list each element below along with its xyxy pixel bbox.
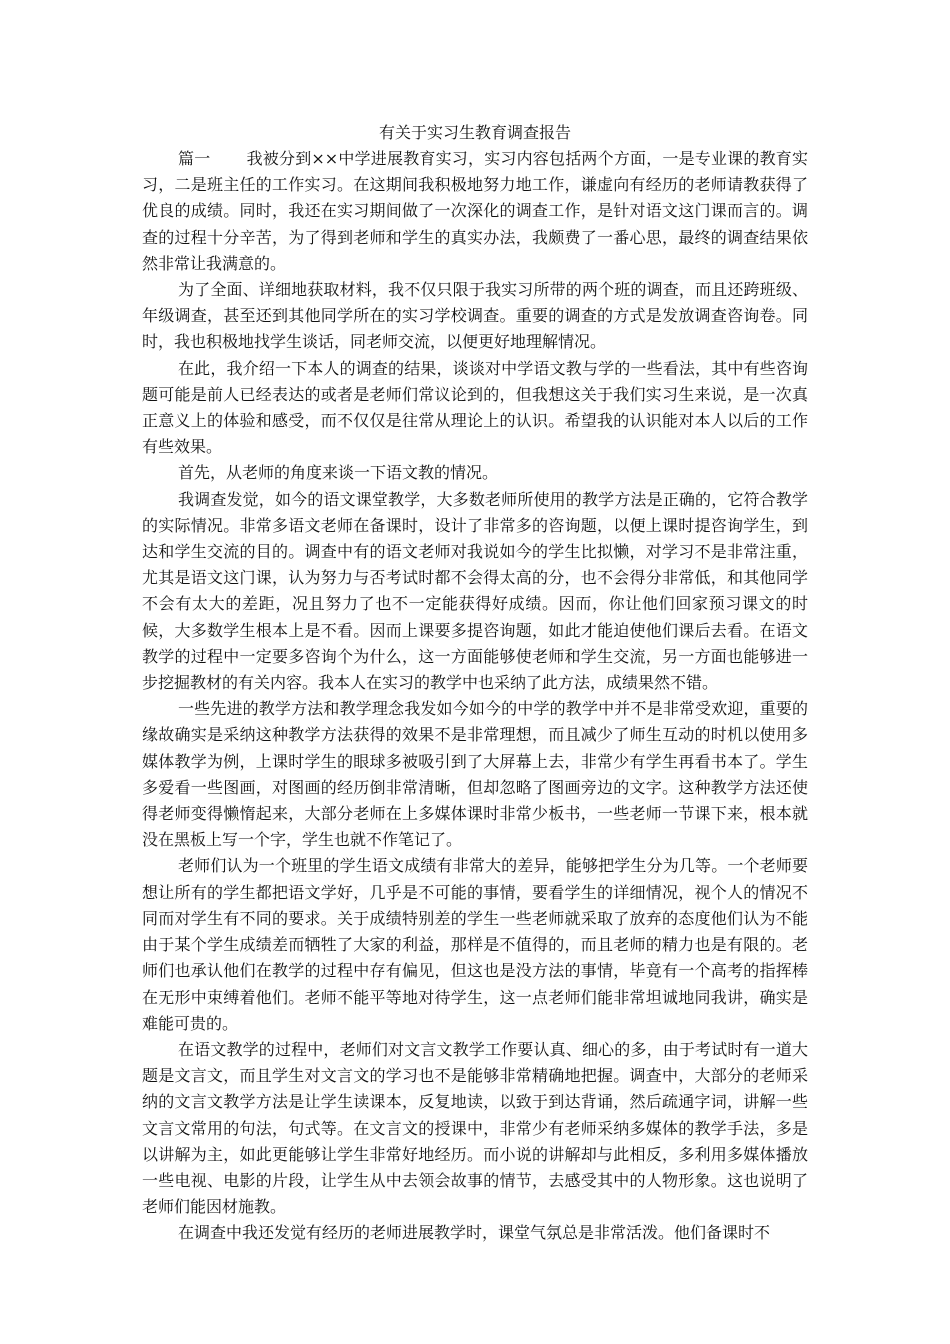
paragraph-1-text: 我被分到××中学进展教育实习，实习内容包括两个方面，一是专业课的教育实习，二是班主任的工作实习。在这期间我积极地努力地工作，谦虚向有经历的老师请教获得了优良的成绩。同时，我还在实习期间做了一次深化的调查工作，是针对语文这门课而言的。调查的过程十分辛苦，为了得到老师和学生的真实办法，我颇费了一番心思，最终的调查结果依然非常让我满意的。 bbox=[142, 149, 808, 273]
paragraph-2: 为了全面、详细地获取材料，我不仅只限于我实习所带的两个班的调查，而且还跨班级、年级调查，甚至还到其他同学所在的实习学校调查。重要的调查的方式是发放调查咨询卷。同时，我也积极地找学生谈话，同老师交流，以便更好地理解情况。 bbox=[142, 280, 808, 352]
document-title: 有关于实习生教育调查报告 bbox=[378, 123, 571, 142]
paragraph-7: 老师们认为一个班里的学生语文成绩有非常大的差异，能够把学生分为几等。一个老师要想让所有的学生都把语文学好，几乎是不可能的事情，要看学生的详细情况，视个人的情况不同而对学生有不同的要求。关于成绩特别差的学生一些老师就采取了放弃的态度他们认为不能由于某个学生成绩差而牺牲了大家的利益，那样是不值得的，而且老师的精力也是有限的。老师们也承认他们在教学的过程中存有偏见，但这也是没方法的事情，毕竟有一个高考的指挥棒在无形中束缚着他们。老师不能平等地对待学生，这一点老师们能非常坦诚地同我讲，确实是难能可贵的。 bbox=[142, 856, 808, 1033]
paragraph-3: 在此，我介绍一下本人的调查的结果，谈谈对中学语文教与学的一些看法，其中有些咨询题可能是前人已经表达的或者是老师们常议论到的，但我想这关于我们实习生来说，是一次真正意义上的体验和感受，而不仅仅是往常从理论上的认识。希望我的认识能对本人以后的工作有些效果。 bbox=[142, 358, 808, 457]
paragraph-5: 我调查发觉，如今的语文课堂教学，大多数老师所使用的教学方法是正确的，它符合教学的实际情况。非常多语文老师在备课时，设计了非常多的咨询题，以便上课时提咨询学生，到达和学生交流的目的。调查中有的语文老师对我说如今的学生比拟懒，对学习不是非常注重，尤其是语文这门课，认为努力与否考试时都不会得太高的分，也不会得分非常低，和其他同学不会有太大的差距，况且努力了也不一定能获得好成绩。因而，你让他们回家预习课文的时候，大多数学生根本上是不看。因而上课要多提咨询题，如此才能迫使他们课后去看。在语文教学的过程中一定要多咨询个为什么，这一方面能够使老师和学生交流，另一方面也能够进一步挖掘教材的有关内容。我本人在实习的教学中也采纳了此方法，成绩果然不错。 bbox=[142, 489, 808, 693]
paragraph-4: 首先，从老师的角度来谈一下语文教的情况。 bbox=[178, 463, 499, 483]
paragraph-9: 在调查中我还发觉有经历的老师进展教学时，课堂气氛总是非常活泼。他们备课时不 bbox=[178, 1223, 771, 1243]
document-body bbox=[142, 120, 808, 1247]
paragraph-8: 在语文教学的过程中，老师们对文言文教学工作要认真、细心的多，由于考试时有一道大题是文言文，而且学生对文言文的学习也不是能够非常精确地把握。调查中，大部分的老师采纳的文言文教学方法是让学生读课本，反复地读，以致于到达背诵，然后疏通字词，讲解一些文言文常用的句法，句式等。在文言文的授课中，非常少有老师采纳多媒体的教学手法，多是以讲解为主，如此更能够让学生非常好地经历。而小说的讲解却与此相反，多利用多媒体播放一些电视、电影的片段，让学生从中去领会故事的情节，去感受其中的人物形象。这也说明了老师们能因材施教。 bbox=[142, 1039, 808, 1217]
section-label: 篇一 bbox=[178, 149, 211, 168]
paragraph-6: 一些先进的教学方法和教学理念我发如今如今的中学的教学中并不是非常受欢迎，重要的缘故确实是采纳这种教学方法获得的效果不是非常理想，而且减少了师生互动的时机以使用多媒体教学为例，上课时学生的眼球多被吸引到了大屏幕上去，非常少有学生再看书本了。学生多爱看一些图画，对图画的经历倒非常清晰，但却忽略了图画旁边的文字。这种教学方法还使得老师变得懒惰起来，大部分老师在上多媒体课时非常少板书，一些老师一节课下来，根本就没在黑板上写一个字，学生也就不作笔记了。 bbox=[142, 699, 808, 850]
paragraph-1 bbox=[142, 146, 808, 277]
